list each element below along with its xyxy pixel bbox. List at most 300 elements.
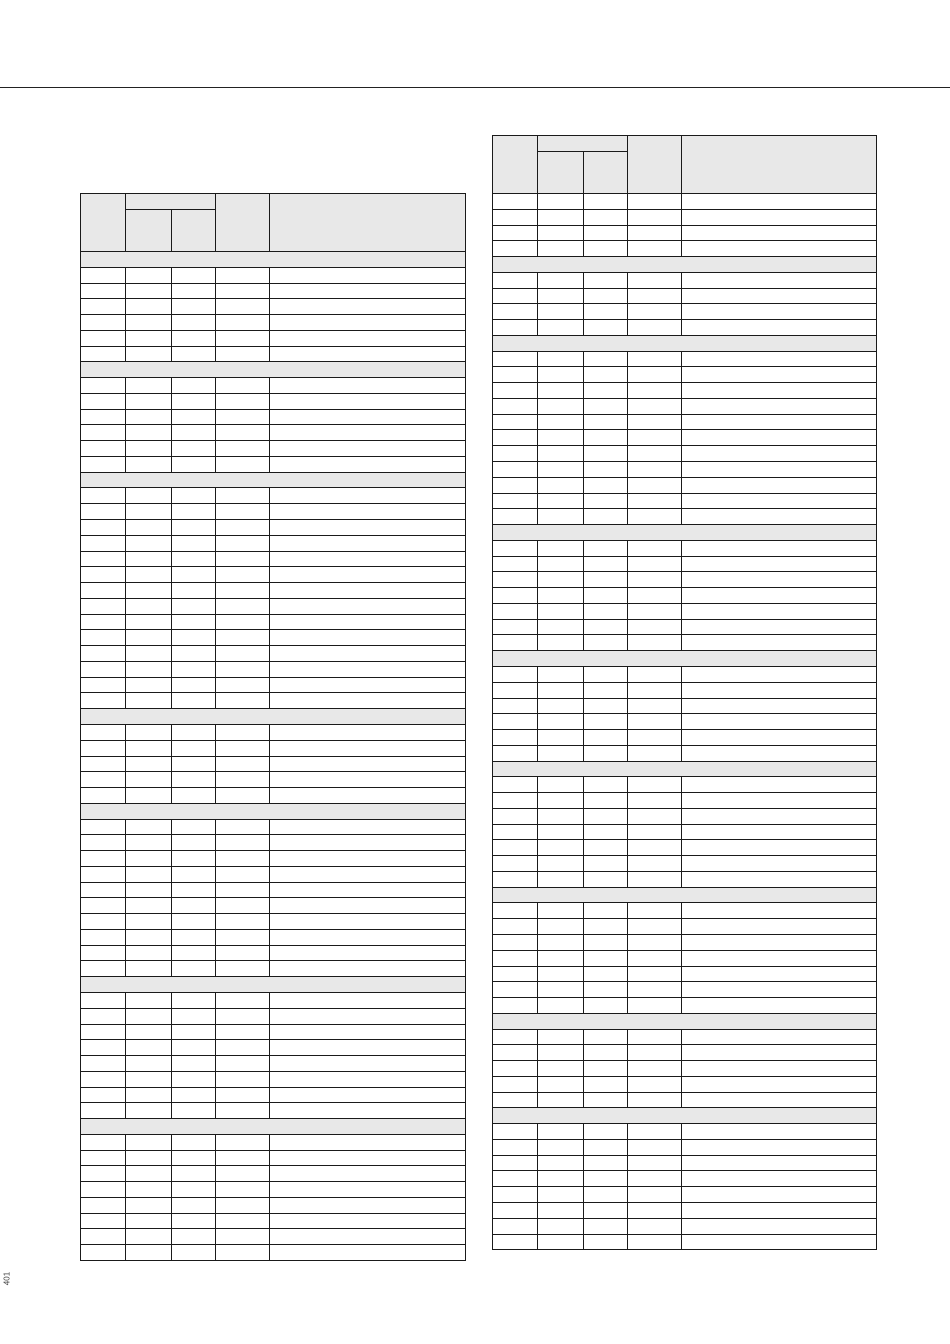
table-cell: [216, 315, 270, 331]
table-cell: [126, 677, 172, 693]
table-cell: [126, 409, 172, 425]
table-cell: [493, 824, 538, 840]
table-cell: [682, 635, 877, 651]
table-cell: [172, 866, 216, 882]
table-row: [493, 1139, 877, 1155]
table-cell: [493, 351, 538, 367]
table-cell: [628, 903, 682, 919]
table-cell: [538, 856, 584, 872]
table-cell: [126, 661, 172, 677]
table-cell: [682, 414, 877, 430]
table-cell: [493, 509, 538, 525]
header-col-4: [628, 136, 682, 194]
table-cell: [81, 614, 126, 630]
table-row: [81, 1071, 466, 1087]
table-row: [81, 425, 466, 441]
table-row: [81, 299, 466, 315]
table-cell: [493, 903, 538, 919]
table-cell: [584, 856, 628, 872]
table-cell: [81, 1229, 126, 1245]
table-cell: [126, 882, 172, 898]
section-title: [81, 1119, 466, 1135]
table-cell: [584, 288, 628, 304]
table-cell: [493, 871, 538, 887]
table-cell: [493, 1092, 538, 1108]
table-cell: [538, 1203, 584, 1219]
table-cell: [493, 1187, 538, 1203]
table-row: [493, 745, 877, 761]
table-cell: [538, 556, 584, 572]
section-header-row: [493, 257, 877, 273]
table-cell: [493, 714, 538, 730]
table-cell: [126, 1071, 172, 1087]
table-cell: [81, 756, 126, 772]
table-cell: [682, 1092, 877, 1108]
table-cell: [270, 945, 466, 961]
table-cell: [126, 598, 172, 614]
table-cell: [538, 320, 584, 336]
table-cell: [584, 1203, 628, 1219]
table-cell: [270, 520, 466, 536]
table-cell: [216, 1056, 270, 1072]
table-cell: [270, 1134, 466, 1150]
table-cell: [81, 409, 126, 425]
table-cell: [628, 225, 682, 241]
table-cell: [81, 898, 126, 914]
table-row: [493, 509, 877, 525]
table-cell: [270, 535, 466, 551]
table-cell: [682, 1203, 877, 1219]
table-cell: [682, 493, 877, 509]
table-cell: [126, 567, 172, 583]
table-cell: [538, 982, 584, 998]
table-cell: [172, 1182, 216, 1198]
table-row: [81, 378, 466, 394]
table-row: [81, 661, 466, 677]
table-cell: [126, 945, 172, 961]
table-cell: [493, 1218, 538, 1234]
table-cell: [628, 304, 682, 320]
table-cell: [682, 934, 877, 950]
table-cell: [628, 871, 682, 887]
table-row: [493, 982, 877, 998]
table-cell: [584, 572, 628, 588]
table-cell: [172, 504, 216, 520]
table-cell: [81, 1134, 126, 1150]
table-cell: [126, 456, 172, 472]
table-cell: [538, 1155, 584, 1171]
table-cell: [126, 425, 172, 441]
table-row: [81, 914, 466, 930]
table-cell: [126, 898, 172, 914]
section-header-row: [493, 887, 877, 903]
table-cell: [81, 740, 126, 756]
header-rule: [0, 87, 950, 88]
table-row: [493, 1218, 877, 1234]
table-cell: [126, 614, 172, 630]
table-cell: [584, 430, 628, 446]
table-cell: [270, 346, 466, 362]
table-cell: [172, 898, 216, 914]
table-cell: [682, 824, 877, 840]
table-row: [81, 1134, 466, 1150]
table-cell: [270, 441, 466, 457]
table-row: [81, 929, 466, 945]
table-cell: [81, 914, 126, 930]
table-cell: [172, 992, 216, 1008]
table-cell: [628, 1155, 682, 1171]
table-cell: [584, 194, 628, 210]
table-cell: [216, 1071, 270, 1087]
table-cell: [81, 1024, 126, 1040]
table-cell: [126, 1213, 172, 1229]
table-cell: [81, 393, 126, 409]
table-cell: [172, 788, 216, 804]
table-row: [81, 677, 466, 693]
table-row: [493, 320, 877, 336]
table-cell: [584, 871, 628, 887]
table-cell: [270, 504, 466, 520]
table-cell: [216, 914, 270, 930]
table-cell: [216, 866, 270, 882]
table-cell: [682, 320, 877, 336]
section-title: [493, 1108, 877, 1124]
table-cell: [216, 929, 270, 945]
table-cell: [628, 351, 682, 367]
table-cell: [538, 1029, 584, 1045]
table-cell: [584, 1124, 628, 1140]
table-cell: [81, 1040, 126, 1056]
table-cell: [126, 488, 172, 504]
table-cell: [216, 693, 270, 709]
table-cell: [172, 756, 216, 772]
table-cell: [126, 756, 172, 772]
table-cell: [216, 898, 270, 914]
table-row: [493, 225, 877, 241]
table-cell: [584, 272, 628, 288]
table-cell: [584, 320, 628, 336]
table-cell: [628, 856, 682, 872]
table-cell: [216, 346, 270, 362]
table-cell: [81, 330, 126, 346]
table-cell: [216, 283, 270, 299]
table-cell: [126, 1166, 172, 1182]
table-cell: [216, 378, 270, 394]
table-cell: [584, 666, 628, 682]
table-cell: [584, 1171, 628, 1187]
section-header-row: [493, 651, 877, 667]
table-row: [81, 992, 466, 1008]
table-cell: [584, 934, 628, 950]
table-row: [493, 1092, 877, 1108]
table-row: [493, 540, 877, 556]
table-cell: [682, 209, 877, 225]
table-cell: [682, 383, 877, 399]
table-row: [493, 1076, 877, 1092]
table-cell: [628, 777, 682, 793]
table-cell: [270, 693, 466, 709]
table-cell: [172, 1134, 216, 1150]
table-cell: [126, 914, 172, 930]
table-cell: [172, 772, 216, 788]
table-row: [493, 398, 877, 414]
table-row: [81, 1087, 466, 1103]
table-row: [81, 520, 466, 536]
table-cell: [172, 425, 216, 441]
table-cell: [216, 819, 270, 835]
table-cell: [682, 272, 877, 288]
table-cell: [584, 808, 628, 824]
table-row: [493, 414, 877, 430]
table-cell: [584, 903, 628, 919]
section-header-row: [81, 709, 466, 725]
table-cell: [628, 1061, 682, 1077]
table-cell: [172, 1197, 216, 1213]
table-cell: [493, 477, 538, 493]
table-row: [493, 824, 877, 840]
table-cell: [682, 950, 877, 966]
table-cell: [628, 698, 682, 714]
table-cell: [682, 666, 877, 682]
table-cell: [126, 551, 172, 567]
table-cell: [126, 267, 172, 283]
table-row: [81, 488, 466, 504]
table-cell: [172, 677, 216, 693]
table-cell: [216, 1182, 270, 1198]
table-cell: [126, 992, 172, 1008]
table-cell: [584, 745, 628, 761]
table-row: [81, 1166, 466, 1182]
table-cell: [538, 808, 584, 824]
table-row: [81, 315, 466, 331]
table-cell: [216, 598, 270, 614]
table-row: [493, 682, 877, 698]
table-cell: [682, 903, 877, 919]
table-row: [81, 504, 466, 520]
table-cell: [493, 982, 538, 998]
table-cell: [216, 661, 270, 677]
table-cell: [81, 772, 126, 788]
table-cell: [493, 998, 538, 1014]
table-row: [81, 1213, 466, 1229]
table-cell: [270, 567, 466, 583]
table-cell: [270, 456, 466, 472]
table-cell: [538, 1171, 584, 1187]
table-cell: [538, 1076, 584, 1092]
table-cell: [628, 493, 682, 509]
table-cell: [682, 1061, 877, 1077]
table-cell: [126, 740, 172, 756]
table-cell: [628, 714, 682, 730]
table-cell: [126, 630, 172, 646]
table-cell: [584, 966, 628, 982]
table-cell: [628, 603, 682, 619]
table-cell: [126, 1150, 172, 1166]
table-cell: [493, 367, 538, 383]
table-cell: [628, 477, 682, 493]
table-cell: [172, 851, 216, 867]
table-cell: [493, 856, 538, 872]
table-cell: [538, 1061, 584, 1077]
table-cell: [270, 788, 466, 804]
table-row: [493, 1061, 877, 1077]
table-cell: [493, 414, 538, 430]
table-cell: [538, 572, 584, 588]
table-cell: [538, 241, 584, 257]
table-cell: [216, 456, 270, 472]
table-cell: [172, 1166, 216, 1182]
table-cell: [172, 567, 216, 583]
table-row: [81, 283, 466, 299]
table-cell: [81, 1213, 126, 1229]
table-cell: [126, 583, 172, 599]
table-cell: [172, 598, 216, 614]
table-cell: [493, 209, 538, 225]
table-cell: [172, 1245, 216, 1261]
table-cell: [81, 425, 126, 441]
table-cell: [682, 1187, 877, 1203]
table-row: [81, 756, 466, 772]
table-cell: [493, 666, 538, 682]
table-cell: [172, 267, 216, 283]
table-cell: [81, 992, 126, 1008]
table-cell: [682, 714, 877, 730]
table-cell: [538, 714, 584, 730]
table-cell: [81, 1245, 126, 1261]
table-cell: [270, 1245, 466, 1261]
table-row: [81, 583, 466, 599]
table-row: [493, 1124, 877, 1140]
table-cell: [682, 288, 877, 304]
table-cell: [81, 456, 126, 472]
table-row: [81, 1103, 466, 1119]
table-cell: [81, 520, 126, 536]
table-cell: [270, 646, 466, 662]
table-cell: [628, 793, 682, 809]
table-cell: [584, 1092, 628, 1108]
table-cell: [584, 493, 628, 509]
table-cell: [628, 745, 682, 761]
table-cell: [584, 603, 628, 619]
table-row: [493, 730, 877, 746]
table-cell: [81, 961, 126, 977]
table-cell: [628, 572, 682, 588]
table-row: [493, 288, 877, 304]
table-cell: [216, 724, 270, 740]
table-cell: [216, 1024, 270, 1040]
table-cell: [493, 635, 538, 651]
table-row: [493, 808, 877, 824]
table-row: [493, 998, 877, 1014]
table-cell: [126, 1245, 172, 1261]
table-cell: [493, 1171, 538, 1187]
table-row: [493, 840, 877, 856]
table-cell: [126, 835, 172, 851]
table-cell: [216, 1134, 270, 1150]
table-cell: [628, 398, 682, 414]
table-cell: [270, 898, 466, 914]
table-cell: [172, 882, 216, 898]
table-cell: [493, 1045, 538, 1061]
table-cell: [270, 1087, 466, 1103]
table-cell: [682, 1076, 877, 1092]
table-cell: [493, 919, 538, 935]
table-row: [493, 856, 877, 872]
table-cell: [628, 209, 682, 225]
table-cell: [493, 730, 538, 746]
table-cell: [628, 320, 682, 336]
section-header-row: [493, 1013, 877, 1029]
table-cell: [628, 194, 682, 210]
table-cell: [172, 1229, 216, 1245]
table-cell: [628, 1029, 682, 1045]
section-title: [81, 252, 466, 268]
table-cell: [126, 724, 172, 740]
table-cell: [584, 509, 628, 525]
table-cell: [81, 1197, 126, 1213]
table-cell: [628, 1203, 682, 1219]
table-cell: [628, 808, 682, 824]
table-row: [81, 1056, 466, 1072]
table-cell: [81, 535, 126, 551]
table-row: [493, 666, 877, 682]
table-row: [81, 898, 466, 914]
table-cell: [216, 267, 270, 283]
section-header-row: [493, 1108, 877, 1124]
table-cell: [493, 383, 538, 399]
section-header-row: [493, 525, 877, 541]
table-cell: [81, 1182, 126, 1198]
table-cell: [584, 367, 628, 383]
table-cell: [538, 367, 584, 383]
table-row: [81, 1040, 466, 1056]
table-cell: [270, 677, 466, 693]
table-cell: [216, 630, 270, 646]
table-cell: [682, 351, 877, 367]
table-cell: [584, 351, 628, 367]
table-cell: [172, 1150, 216, 1166]
table-cell: [682, 1124, 877, 1140]
table-cell: [126, 1103, 172, 1119]
table-cell: [628, 919, 682, 935]
table-cell: [682, 603, 877, 619]
table-cell: [216, 567, 270, 583]
section-header-row: [81, 362, 466, 378]
table-cell: [172, 661, 216, 677]
table-row: [493, 1155, 877, 1171]
table-cell: [270, 551, 466, 567]
table-cell: [81, 1071, 126, 1087]
table-cell: [216, 409, 270, 425]
section-header-row: [81, 1119, 466, 1135]
table-cell: [81, 882, 126, 898]
table-cell: [493, 619, 538, 635]
header-sub-2: [584, 152, 628, 194]
section-title: [493, 651, 877, 667]
table-row: [81, 567, 466, 583]
table-cell: [270, 1056, 466, 1072]
table-cell: [81, 378, 126, 394]
table-cell: [682, 840, 877, 856]
table-cell: [628, 682, 682, 698]
table-header-row: [81, 194, 466, 210]
section-title: [81, 709, 466, 725]
table-cell: [584, 462, 628, 478]
table-cell: [584, 635, 628, 651]
table-cell: [682, 856, 877, 872]
table-cell: [628, 1187, 682, 1203]
table-cell: [538, 462, 584, 478]
